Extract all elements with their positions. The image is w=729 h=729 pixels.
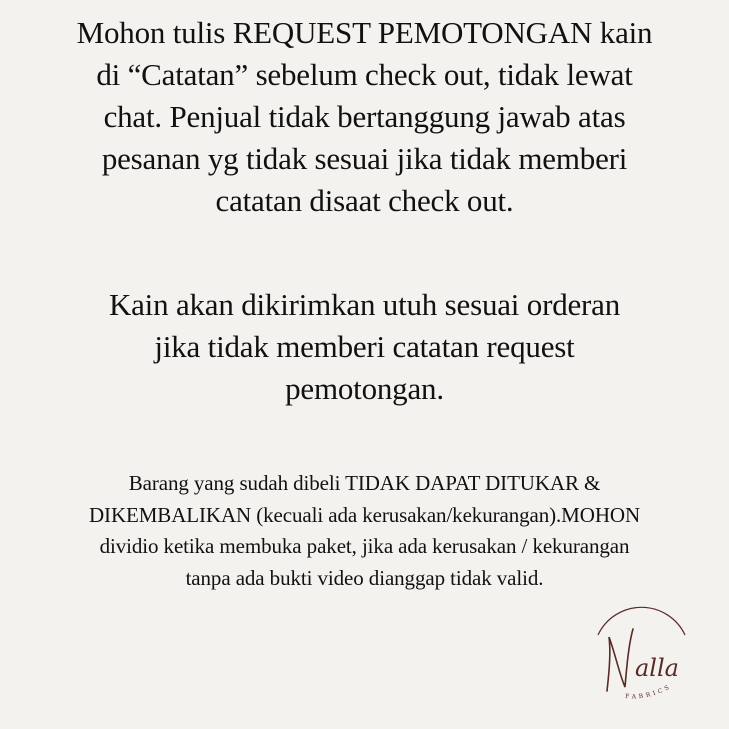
notice-line: tanpa ada bukti video dianggap tidak valid. xyxy=(185,565,544,590)
notice-line: chat. Penjual tidak bertanggung jawab atas xyxy=(103,99,626,134)
svg-text:alla: alla xyxy=(635,654,679,682)
notice-paragraph-no-returns xyxy=(0,468,729,594)
notice-line: di “Catatan” sebelum check out, tidak lewat xyxy=(96,57,633,92)
notice-line: Kain akan dikirimkan utuh sesuai orderan xyxy=(108,287,621,322)
notice-paragraph-cutting-request xyxy=(0,12,729,222)
notice-line: Barang yang sudah dibeli TIDAK DAPAT DITUKAR & xyxy=(128,471,601,495)
notice-line: Mohon tulis REQUEST PEMOTONGAN kain xyxy=(76,15,653,50)
notice-line: jika tidak memberi catatan request xyxy=(154,329,575,364)
notice-line: dividio ketika membuka paket, jika ada kerusakan / kekurangan xyxy=(99,534,630,558)
notice-line: DIKEMBALIKAN (kecuali ada kerusakan/kekurangan).MOHON xyxy=(88,502,641,527)
nalla-fabrics-logo xyxy=(585,603,695,713)
notice-line: catatan disaat check out. xyxy=(215,183,514,218)
notice-paragraph-whole-fabric xyxy=(0,284,729,410)
logo-mark-icon xyxy=(585,603,695,713)
svg-text:FABRICS: FABRICS xyxy=(624,682,673,701)
notice-line: pesanan yg tidak sesuai jika tidak memberi xyxy=(101,141,628,176)
notice-line: pemotongan. xyxy=(285,371,444,406)
